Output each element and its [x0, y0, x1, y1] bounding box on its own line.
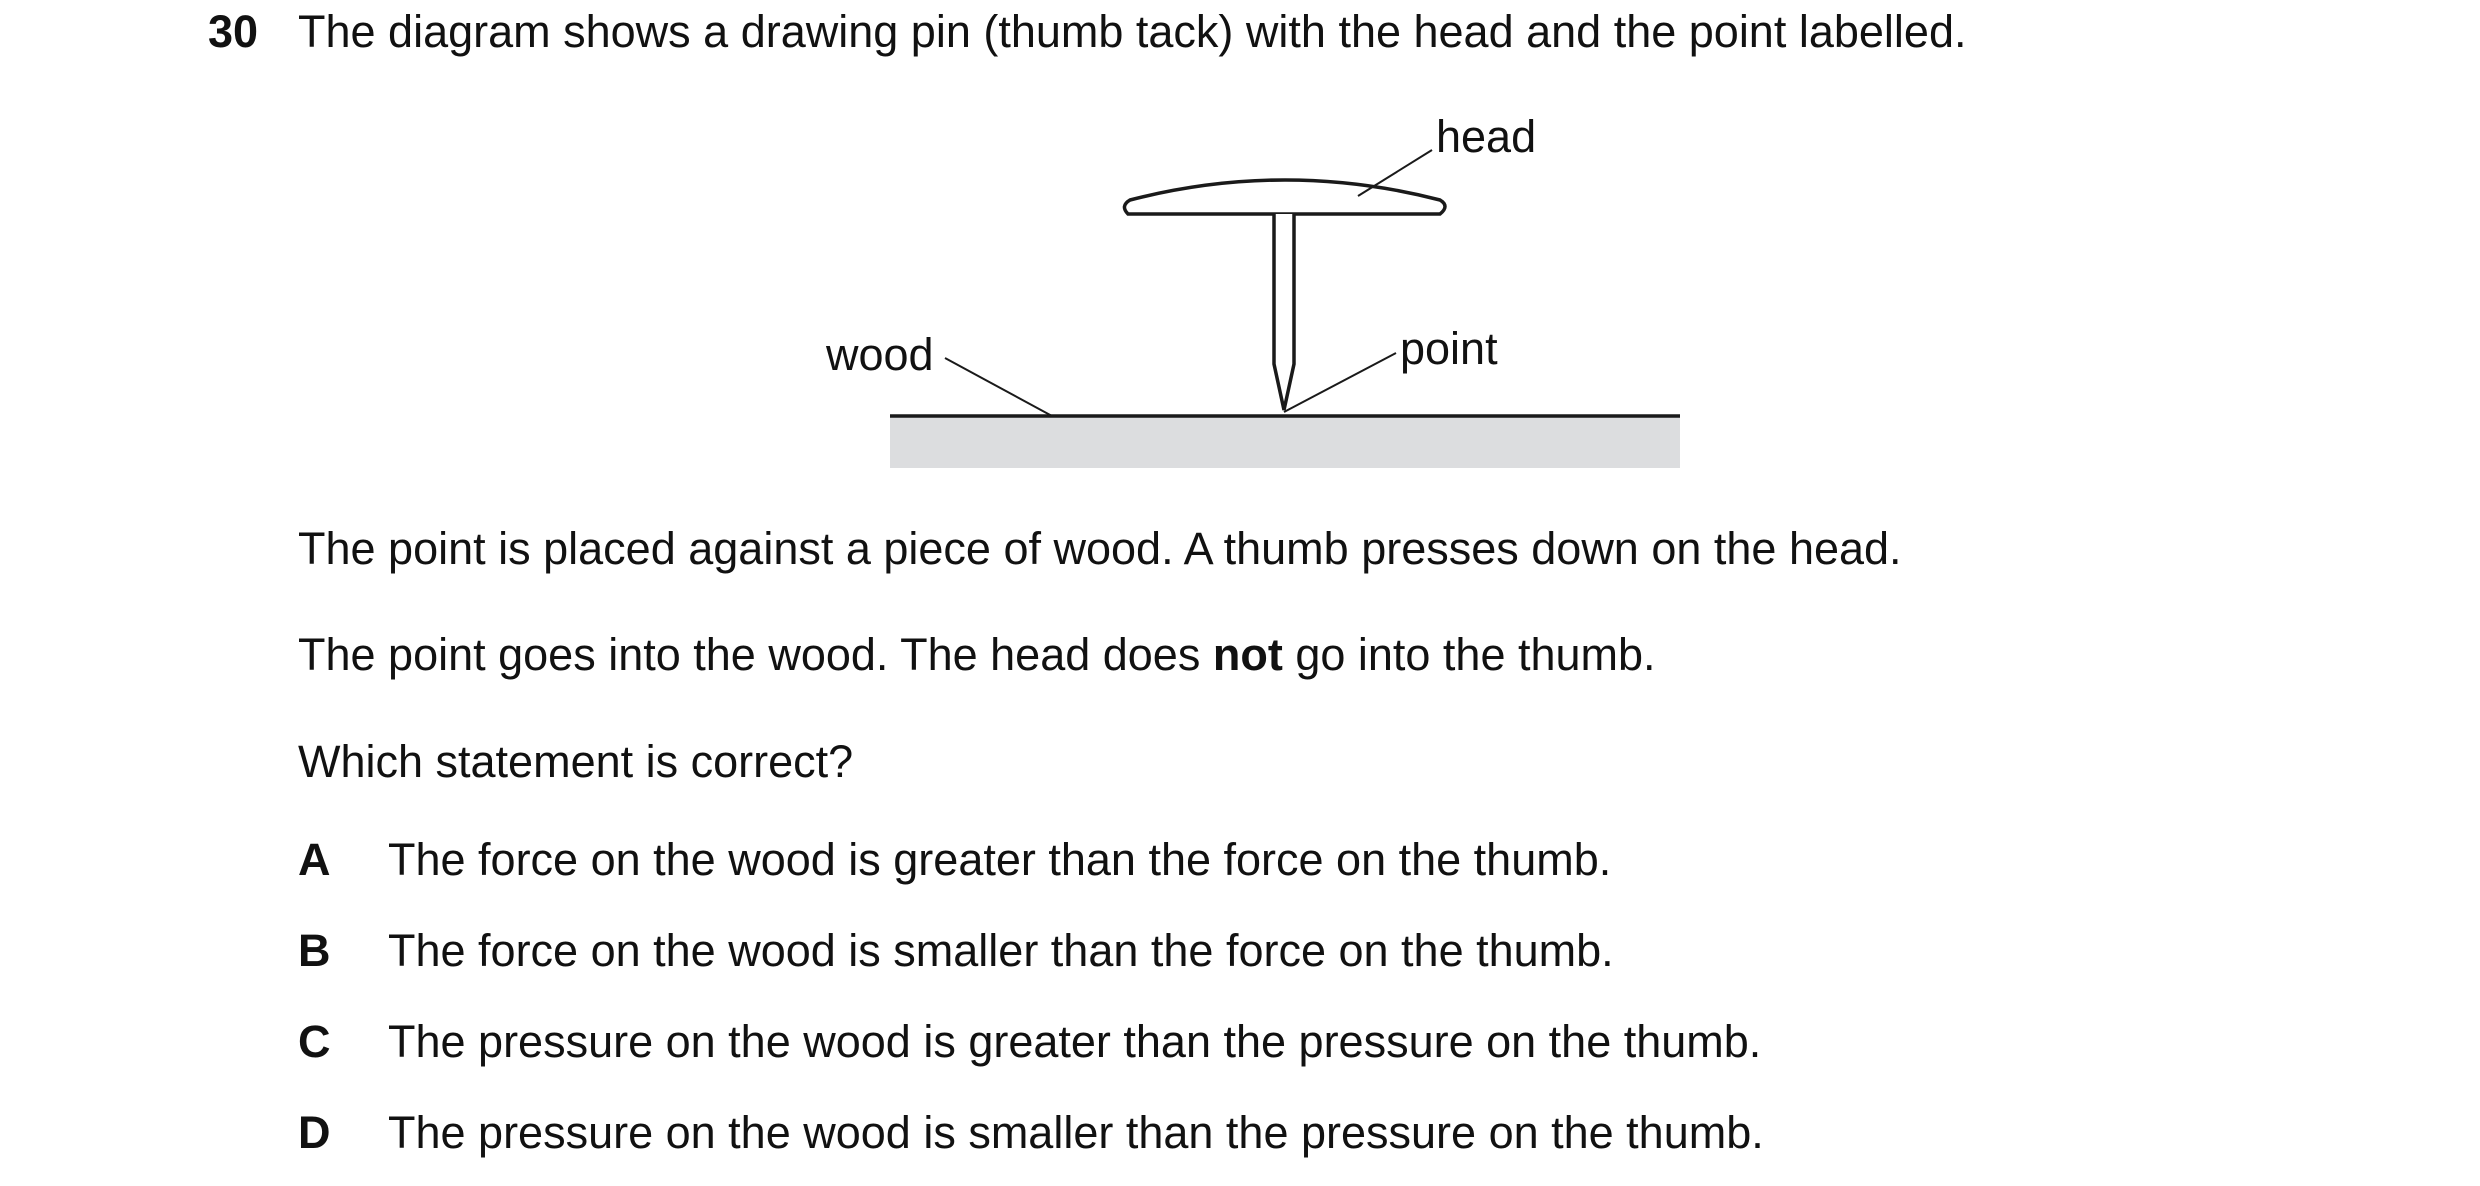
paragraph-observation-emphasis: not: [1212, 629, 1283, 680]
option-d-letter[interactable]: D: [298, 1107, 331, 1158]
option-b-letter[interactable]: B: [298, 925, 331, 976]
option-d-text[interactable]: The pressure on the wood is smaller than the pressure on the thumb.: [388, 1107, 1764, 1158]
paragraph-setup: The point is placed against a piece of wood. A thumb presses down on the head.: [298, 523, 1902, 574]
option-a-letter[interactable]: A: [298, 834, 331, 885]
wood-label: wood: [826, 329, 934, 380]
pin-head: [1124, 180, 1445, 214]
question-number: 30: [208, 6, 259, 57]
paragraph-observation-end: go into the thumb.: [1282, 629, 1656, 680]
option-c-text[interactable]: The pressure on the wood is greater than the pressure on the thumb.: [388, 1016, 1762, 1067]
head-label: head: [1436, 111, 1537, 162]
option-c-letter[interactable]: C: [298, 1016, 331, 1067]
pin-shaft: [1274, 214, 1294, 410]
point-label: point: [1400, 323, 1498, 374]
wood-block: [890, 416, 1680, 468]
question-prompt: Which statement is correct?: [298, 736, 854, 787]
point-leader-line: [1284, 353, 1396, 412]
option-a-text[interactable]: The force on the wood is greater than the force on the thumb.: [388, 834, 1612, 885]
question-stem: The diagram shows a drawing pin (thumb tack) with the head and the point labelled.: [298, 6, 1967, 57]
paragraph-observation: [298, 627, 1656, 683]
drawing-pin-diagram: [0, 0, 2480, 500]
paragraph-observation-start: The point goes into the wood. The head does: [298, 629, 1213, 680]
option-b-text[interactable]: The force on the wood is smaller than the force on the thumb.: [388, 925, 1614, 976]
wood-leader-line: [945, 358, 1052, 416]
